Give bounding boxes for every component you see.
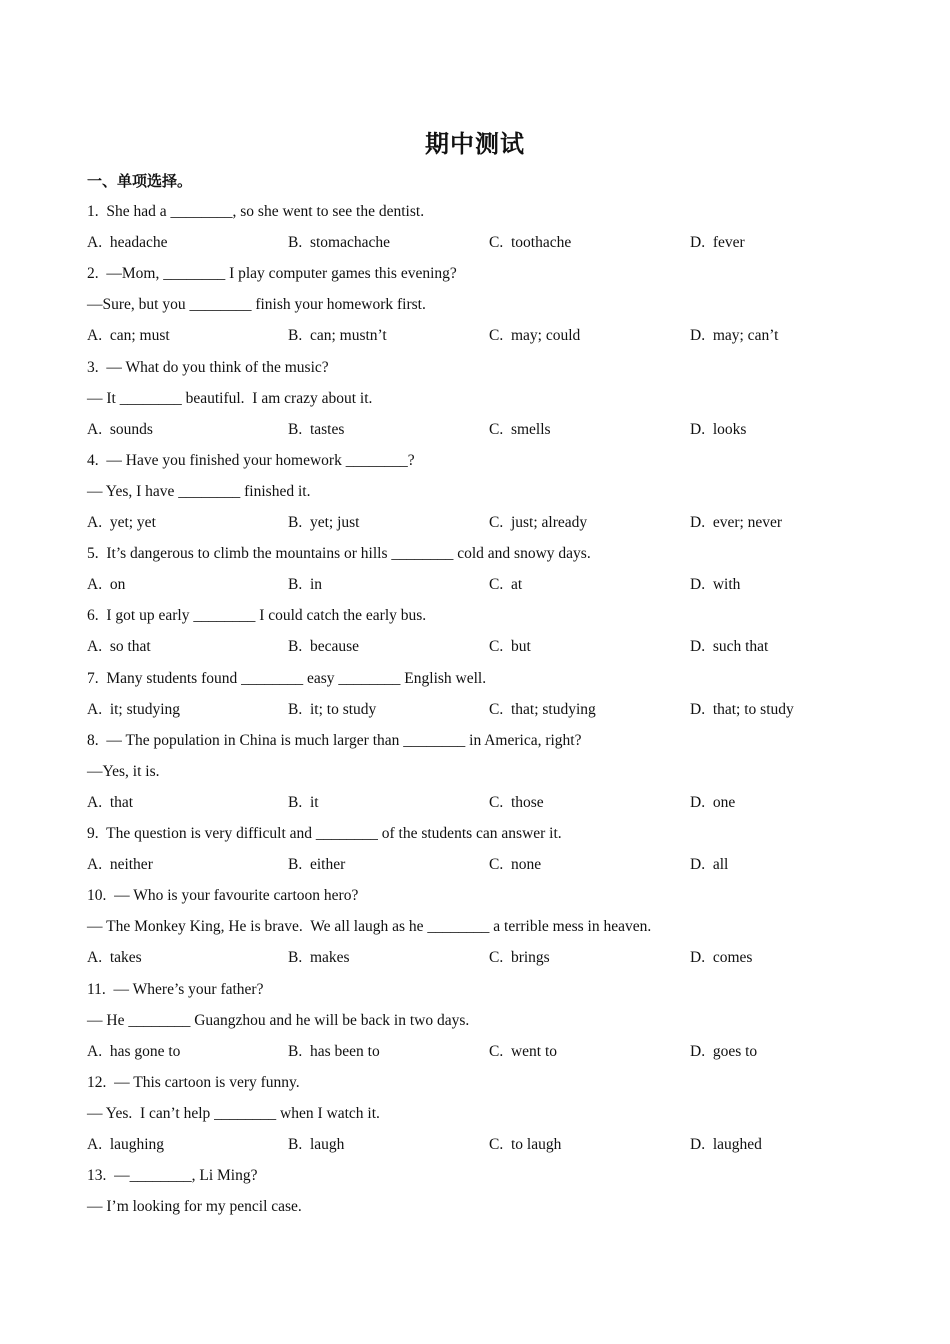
answer-option-d: D. goes to xyxy=(690,1043,758,1060)
answer-option-d: D. laughed xyxy=(690,1136,762,1153)
answer-option-b: B. yet; just xyxy=(288,514,360,531)
answer-option-c: C. those xyxy=(489,794,544,811)
answer-option-b: B. because xyxy=(288,638,360,655)
answer-option-c: C. at xyxy=(489,576,523,593)
answer-option-c: C. toothache xyxy=(489,234,572,251)
answer-option-d: D. may; can’t xyxy=(690,327,779,344)
question-line: — The Monkey King, He is brave. We all laugh as he ________ a terrible mess in heaven. xyxy=(87,918,652,935)
answer-option-a: A. headache xyxy=(87,234,168,251)
question-line: —Sure, but you ________ finish your homework first. xyxy=(87,296,426,313)
answer-option-a: A. sounds xyxy=(87,421,153,438)
question-line: — He ________ Guangzhou and he will be back in two days. xyxy=(87,1012,470,1029)
answer-option-c: C. just; already xyxy=(489,514,588,531)
answer-option-a: A. takes xyxy=(87,949,142,966)
question-line: 9. The question is very difficult and ________ of the students can answer it. xyxy=(87,825,562,842)
answer-option-c: C. none xyxy=(489,856,542,873)
answer-option-d: D. that; to study xyxy=(690,701,794,718)
answer-option-b: B. can; mustn’t xyxy=(288,327,387,344)
answer-option-c: C. went to xyxy=(489,1043,558,1060)
answer-option-c: C. smells xyxy=(489,421,551,438)
answer-option-b: B. in xyxy=(288,576,323,593)
answer-option-d: D. all xyxy=(690,856,729,873)
answer-option-b: B. it xyxy=(288,794,319,811)
question-line: 5. It’s dangerous to climb the mountains or hills ________ cold and snowy days. xyxy=(87,545,591,562)
question-line: — I’m looking for my pencil case. xyxy=(87,1198,302,1215)
answer-option-a: A. yet; yet xyxy=(87,514,156,531)
question-line: 11. — Where’s your father? xyxy=(87,981,264,998)
answer-option-c: C. but xyxy=(489,638,531,655)
answer-option-a: A. has gone to xyxy=(87,1043,181,1060)
question-line: —Yes, it is. xyxy=(87,763,160,780)
answer-option-b: B. laugh xyxy=(288,1136,345,1153)
question-line: 7. Many students found ________ easy ________ English well. xyxy=(87,670,487,687)
answer-option-b: B. has been to xyxy=(288,1043,380,1060)
answer-option-a: A. neither xyxy=(87,856,153,873)
answer-option-d: D. comes xyxy=(690,949,753,966)
question-line: — Yes, I have ________ finished it. xyxy=(87,483,311,500)
question-line: 1. She had a ________, so she went to see the dentist. xyxy=(87,203,425,220)
answer-option-c: C. to laugh xyxy=(489,1136,562,1153)
page-title: 期中测试 xyxy=(425,132,525,158)
question-line: — It ________ beautiful. I am crazy about it. xyxy=(87,390,373,407)
question-line: 13. —________, Li Ming? xyxy=(87,1167,258,1184)
question-line: 6. I got up early ________ I could catch the early bus. xyxy=(87,607,427,624)
answer-option-d: D. looks xyxy=(690,421,747,438)
answer-option-c: C. that; studying xyxy=(489,701,596,718)
answer-option-a: A. that xyxy=(87,794,134,811)
question-line: — Yes. I can’t help ________ when I watch it. xyxy=(87,1105,380,1122)
answer-option-d: D. fever xyxy=(690,234,745,251)
answer-option-a: A. can; must xyxy=(87,327,170,344)
answer-option-b: B. makes xyxy=(288,949,350,966)
section-heading: 一、单项选择。 xyxy=(87,174,193,190)
question-line: 2. —Mom, ________ I play computer games this evening? xyxy=(87,265,457,282)
answer-option-a: A. so that xyxy=(87,638,151,655)
answer-option-c: C. brings xyxy=(489,949,550,966)
question-line: 8. — The population in China is much larger than ________ in America, right? xyxy=(87,732,582,749)
question-line: 4. — Have you finished your homework ________? xyxy=(87,452,415,469)
answer-option-a: A. on xyxy=(87,576,126,593)
question-line: 12. — This cartoon is very funny. xyxy=(87,1074,300,1091)
answer-option-d: D. such that xyxy=(690,638,769,655)
answer-option-d: D. ever; never xyxy=(690,514,783,531)
answer-option-a: A. laughing xyxy=(87,1136,165,1153)
answer-option-b: B. it; to study xyxy=(288,701,377,718)
answer-option-c: C. may; could xyxy=(489,327,581,344)
answer-option-b: B. tastes xyxy=(288,421,345,438)
answer-option-a: A. it; studying xyxy=(87,701,181,718)
question-line: 3. — What do you think of the music? xyxy=(87,359,329,376)
question-line: 10. — Who is your favourite cartoon hero? xyxy=(87,887,359,904)
answer-option-b: B. either xyxy=(288,856,346,873)
answer-option-d: D. with xyxy=(690,576,741,593)
answer-option-d: D. one xyxy=(690,794,736,811)
answer-option-b: B. stomachache xyxy=(288,234,391,251)
